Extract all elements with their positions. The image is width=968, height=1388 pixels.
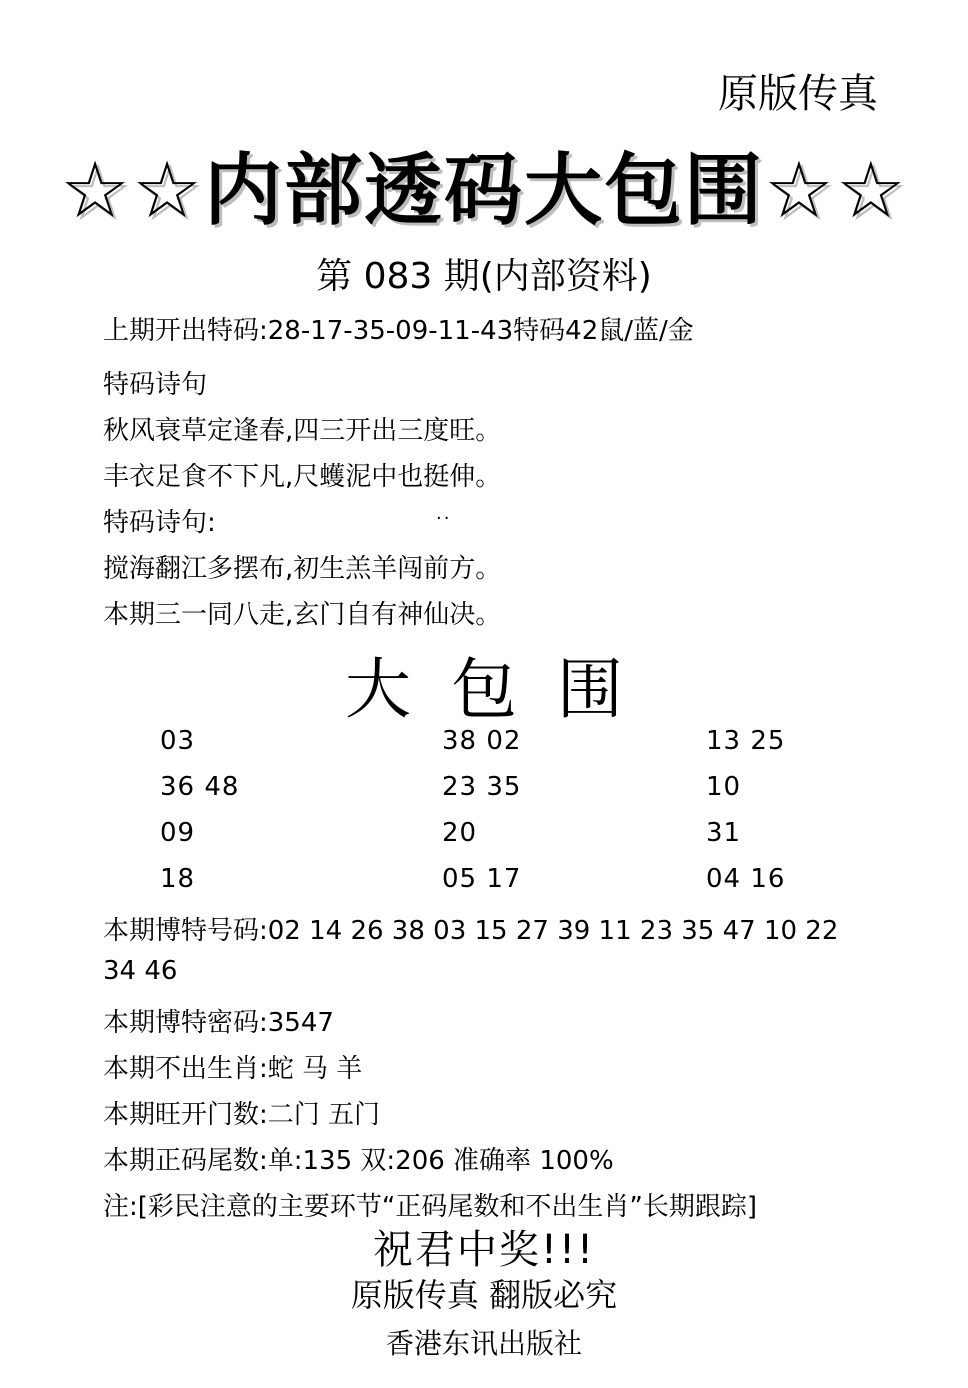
- grid-cell: 36 48: [160, 772, 240, 802]
- no-zodiac: 本期不出生肖:蛇 马 羊: [103, 1054, 363, 1084]
- footer-line1: 原版传真 翻版必究: [350, 1276, 618, 1314]
- grid-cell: 04 16: [706, 864, 786, 894]
- poem1-line2: 丰衣足食不下凡,尺蠖泥中也挺伸。: [103, 462, 502, 492]
- grid-cell: 10: [706, 772, 742, 802]
- bote-numbers-line2: 34 46: [103, 956, 178, 986]
- last-result: 上期开出特码:28-17-35-09-11-43特码42鼠/蓝/金: [103, 316, 694, 346]
- poem2-line1: 搅海翻江多摆布,初生羔羊闯前方。: [103, 554, 502, 584]
- main-title: ☆☆内部透码大包围☆☆: [60, 146, 908, 236]
- publisher: 香港东讯出版社: [385, 1327, 582, 1360]
- grid-cell: 13 25: [706, 726, 786, 756]
- big-heading: 大包围: [345, 651, 663, 728]
- note: 注:[彩民注意的主要环节“正码尾数和不出生肖”长期跟踪]: [103, 1192, 757, 1222]
- tail-digits: 本期正码尾数:单:135 双:206 准确率 100%: [103, 1146, 614, 1176]
- poem1-line1: 秋风衰草定逢春,四三开出三度旺。: [103, 416, 502, 446]
- issue-number: 第 083 期(内部资料): [316, 256, 652, 297]
- grid-cell: 38 02: [442, 726, 522, 756]
- bote-numbers-line1: 本期博特号码:02 14 26 38 03 15 27 39 11 23 35 47 10 22: [103, 916, 839, 946]
- poem1-label: 特码诗句: [103, 370, 208, 400]
- poem2-line2: 本期三一同八走,玄门自有神仙决。: [103, 600, 502, 630]
- wish-text: 祝君中奖!!!: [372, 1227, 596, 1273]
- grid-cell: 23 35: [442, 772, 522, 802]
- poem2-label: 特码诗句:: [103, 508, 216, 538]
- door-count: 本期旺开门数:二门 五门: [103, 1100, 381, 1130]
- grid-cell: 03: [160, 726, 196, 756]
- stray-dots: ··: [436, 508, 452, 529]
- grid-cell: 18: [160, 864, 196, 894]
- grid-cell: 09: [160, 818, 196, 848]
- grid-cell: 31: [706, 818, 742, 848]
- secret-code: 本期博特密码:3547: [103, 1008, 334, 1038]
- top-right-label: 原版传真: [718, 71, 878, 117]
- grid-cell: 20: [442, 818, 478, 848]
- grid-cell: 05 17: [442, 864, 522, 894]
